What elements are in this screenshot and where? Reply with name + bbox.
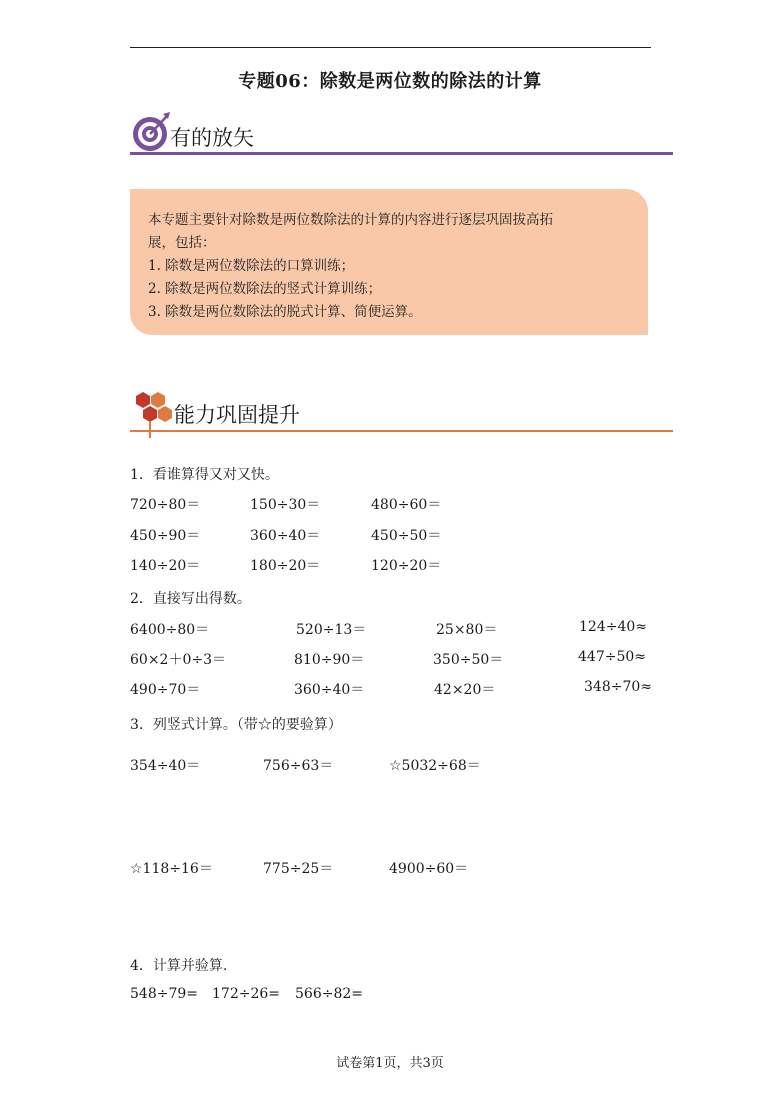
q1-item: 720÷80＝ [130, 497, 201, 513]
q4-item: 548÷79= [130, 986, 198, 1002]
q1-item: 150÷30＝ [250, 497, 321, 513]
section-underline [130, 430, 673, 432]
section-header-goal [130, 110, 673, 158]
q3-item: ☆118÷16＝ [130, 861, 213, 877]
question-2-title: 2．直接写出得数。 [130, 591, 251, 607]
q2-item: 6400÷80＝ [130, 622, 210, 638]
q2-item: 60×2＋0÷3＝ [130, 652, 226, 668]
q1-item: 450÷90＝ [130, 528, 201, 544]
question-3-title: 3．列竖式计算。（带☆的要验算） [130, 717, 342, 733]
intro-line: 本专题主要针对除数是两位数除法的计算的内容进行逐层巩固拔高拓 [148, 212, 553, 228]
q4-item: 566÷82= [295, 986, 363, 1002]
q3-item: 4900÷60＝ [389, 861, 469, 877]
intro-line: 2. 除数是两位数除法的竖式计算训练； [148, 281, 382, 297]
q4-item: 172÷26= [212, 986, 280, 1002]
q2-item: 25×80＝ [436, 622, 498, 638]
q2-item: 360÷40＝ [294, 682, 365, 698]
section-title-goal: 有的放矢 [170, 126, 254, 150]
intro-line: 3. 除数是两位数除法的脱式计算、简便运算。 [148, 304, 422, 320]
q2-item: 490÷70＝ [130, 682, 201, 698]
q2-item: 810÷90＝ [294, 652, 365, 668]
intro-line: 展，包括： [148, 235, 216, 251]
header-rule [130, 47, 651, 48]
q1-item: 480÷60＝ [371, 497, 442, 513]
q2-item: 42×20＝ [434, 682, 496, 698]
intro-box [130, 189, 648, 335]
question-1-title: 1．看谁算得又对又快。 [130, 467, 279, 483]
hexagon-icon [130, 388, 176, 440]
q2-item: 520÷13＝ [296, 622, 367, 638]
page-footer: 试卷第1页，共3页 [336, 1056, 444, 1071]
section-title-practice: 能力巩固提升 [174, 403, 300, 427]
intro-line: 1. 除数是两位数除法的口算训练； [148, 258, 355, 274]
target-icon [130, 110, 172, 154]
q1-item: 120÷20＝ [371, 558, 442, 574]
q3-item: 775÷25＝ [263, 861, 334, 877]
document-title: 专题06：除数是两位数的除法的计算 [238, 71, 542, 92]
q2-item: 350÷50＝ [433, 652, 504, 668]
q3-item: ☆5032÷68＝ [389, 758, 481, 774]
q2-item: 348÷70≈ [584, 679, 652, 695]
section-underline [130, 152, 673, 155]
question-4-title: 4．计算并验算. [130, 958, 228, 974]
q3-item: 354÷40＝ [130, 758, 201, 774]
q2-item: 124÷40≈ [579, 619, 647, 635]
q1-item: 360÷40＝ [250, 528, 321, 544]
q3-item: 756÷63＝ [263, 758, 334, 774]
section-header-practice [130, 386, 673, 442]
q1-item: 450÷50＝ [371, 528, 442, 544]
q1-item: 140÷20＝ [130, 558, 201, 574]
q1-item: 180÷20＝ [250, 558, 321, 574]
q2-item: 447÷50≈ [578, 649, 646, 665]
